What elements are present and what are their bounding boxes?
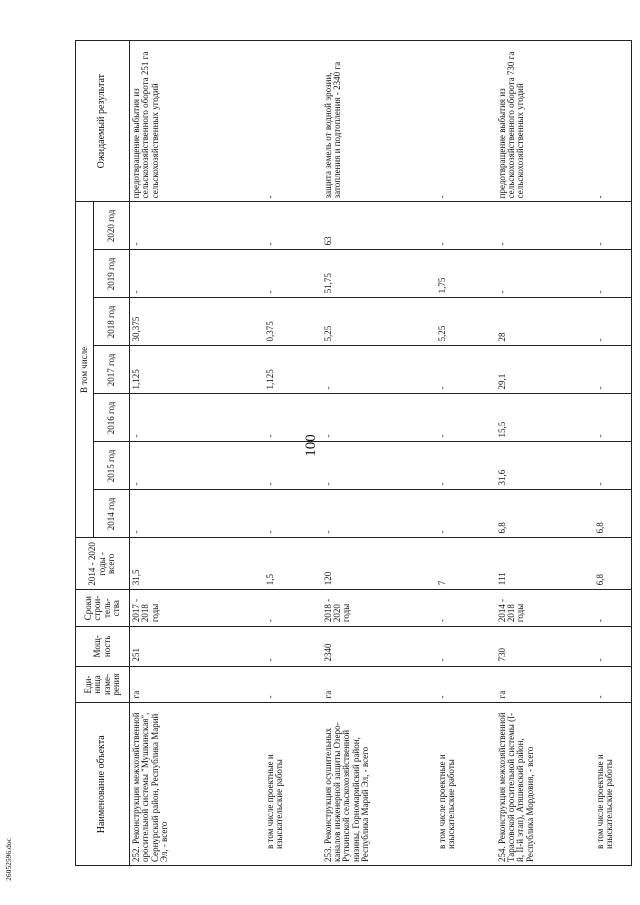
year-cell: - (594, 298, 632, 346)
year-cell: - (594, 250, 632, 298)
year-cell: - (322, 394, 436, 442)
total-cell: 6,8 (594, 538, 632, 590)
year-cell: - (130, 202, 264, 250)
year-cell: - (436, 346, 496, 394)
year-cell: - (264, 490, 322, 538)
header-incl: В том числе (76, 202, 94, 538)
object-name: 254. Реконструкция межхозяйственной Тарасовской оросительной системы (I-й, II-й этап), Атяшевский район, Республика Мордовия, - всего (496, 703, 594, 866)
year-cell: 5,25 (436, 298, 496, 346)
object-subitem: в том числе проектные и изыскательские работы (264, 703, 322, 866)
year-cell: - (264, 442, 322, 490)
object-subitem: в том числе проектные и изыскательские работы (436, 703, 496, 866)
result-cell: защита земель от водной эрозии, затопления и подтопления - 2340 га (322, 41, 436, 202)
year-cell: 51,75 (322, 250, 436, 298)
object-name: 252. Реконструкция межхозяйственной оросительной системы "Мушкинская", Сернурский район, Республика Марий Эл, - всего (130, 703, 264, 866)
year-cell: - (322, 490, 436, 538)
rotated-table-area (75, 40, 614, 866)
year-cell: 6,8 (496, 490, 594, 538)
year-cell: - (594, 394, 632, 442)
year-cell: - (130, 394, 264, 442)
year-cell: 1,125 (130, 346, 264, 394)
year-cell: 5,25 (322, 298, 436, 346)
year-cell: 0,375 (264, 298, 322, 346)
header-name: Наименование объекта (76, 703, 130, 866)
page-number: 100 (302, 434, 319, 457)
result-cell: - (436, 41, 496, 202)
year-cell: 29,1 (496, 346, 594, 394)
year-cell: - (130, 442, 264, 490)
header-term: Сроки строи-тель-ства (76, 590, 130, 627)
capacity-cell: 730 (496, 627, 594, 666)
year-cell: 6,8 (594, 490, 632, 538)
header-capacity: Мощ-ность (76, 627, 130, 666)
year-cell: 1,125 (264, 346, 322, 394)
result-cell: - (594, 41, 632, 202)
object-subitem: в том числе проектные и изыскательские работы (594, 703, 632, 866)
header-year: 2016 год (94, 394, 130, 442)
table-row (496, 41, 594, 866)
table-row (594, 41, 632, 866)
year-cell: - (264, 202, 322, 250)
term-cell: 2014 - 2018 годы (496, 590, 594, 627)
total-cell: 120 (322, 538, 436, 590)
term-cell: 2018 - 2020 годы (322, 590, 436, 627)
unit-cell: га (130, 666, 264, 703)
year-cell: - (496, 202, 594, 250)
header-year: 2015 год (94, 442, 130, 490)
unit-cell: га (322, 666, 436, 703)
year-cell: - (594, 442, 632, 490)
term-cell: - (594, 590, 632, 627)
year-cell: 28 (496, 298, 594, 346)
year-cell: 1,75 (436, 250, 496, 298)
table-row (264, 41, 322, 866)
year-cell: - (436, 394, 496, 442)
year-cell: - (436, 490, 496, 538)
term-cell: - (436, 590, 496, 627)
year-cell: - (594, 202, 632, 250)
year-cell: - (436, 442, 496, 490)
document-code: 26052596.doc (3, 838, 13, 881)
unit-cell: - (594, 666, 632, 703)
year-cell: - (594, 346, 632, 394)
capacity-cell: - (594, 627, 632, 666)
header-result: Ожидаемый результат (76, 41, 130, 202)
header-year: 2018 год (94, 298, 130, 346)
objects-table (75, 40, 632, 866)
capacity-cell: 2340 (322, 627, 436, 666)
year-cell: 63 (322, 202, 436, 250)
year-cell: - (130, 250, 264, 298)
term-cell: - (264, 590, 322, 627)
year-cell: - (436, 202, 496, 250)
capacity-cell: - (264, 627, 322, 666)
header-unit: Еди-ница изме-рения (76, 666, 130, 703)
header-total: 2014 - 2020 годы - всего (76, 538, 130, 590)
capacity-cell: 251 (130, 627, 264, 666)
unit-cell: га (496, 666, 594, 703)
term-cell: 2017 - 2018 годы (130, 590, 264, 627)
table-row (436, 41, 496, 866)
result-cell: - (264, 41, 322, 202)
total-cell: 7 (436, 538, 496, 590)
year-cell: - (322, 346, 436, 394)
header-year: 2017 год (94, 346, 130, 394)
year-cell: - (264, 394, 322, 442)
result-cell: предотвращение выбытия из сельскохозяйственного оборота 251 га сельскохозяйственных угодий (130, 41, 264, 202)
table-row (322, 41, 436, 866)
year-cell: - (496, 250, 594, 298)
year-cell: - (264, 250, 322, 298)
header-year: 2019 год (94, 250, 130, 298)
unit-cell: - (436, 666, 496, 703)
header-year: 2020 год (94, 202, 130, 250)
total-cell: 111 (496, 538, 594, 590)
year-cell: 15,5 (496, 394, 594, 442)
total-cell: 31,5 (130, 538, 264, 590)
year-cell: - (130, 490, 264, 538)
table-row (130, 41, 264, 866)
year-cell: - (322, 442, 436, 490)
object-name: 253. Реконструкция осушительных каналов инженерной защиты Озеро-Руткинской сельскохозяйственной низины, Горномарийский район, Республика Марий Эл, - всего (322, 703, 436, 866)
header-year: 2014 год (94, 490, 130, 538)
unit-cell: - (264, 666, 322, 703)
total-cell: 1,5 (264, 538, 322, 590)
result-cell: предотвращение выбытия из сельскохозяйственного оборота 730 га сельскохозяйственных угодий (496, 41, 594, 202)
capacity-cell: - (436, 627, 496, 666)
rotated-table-wrapper (75, 40, 614, 866)
year-cell: 30,375 (130, 298, 264, 346)
year-cell: 31,6 (496, 442, 594, 490)
